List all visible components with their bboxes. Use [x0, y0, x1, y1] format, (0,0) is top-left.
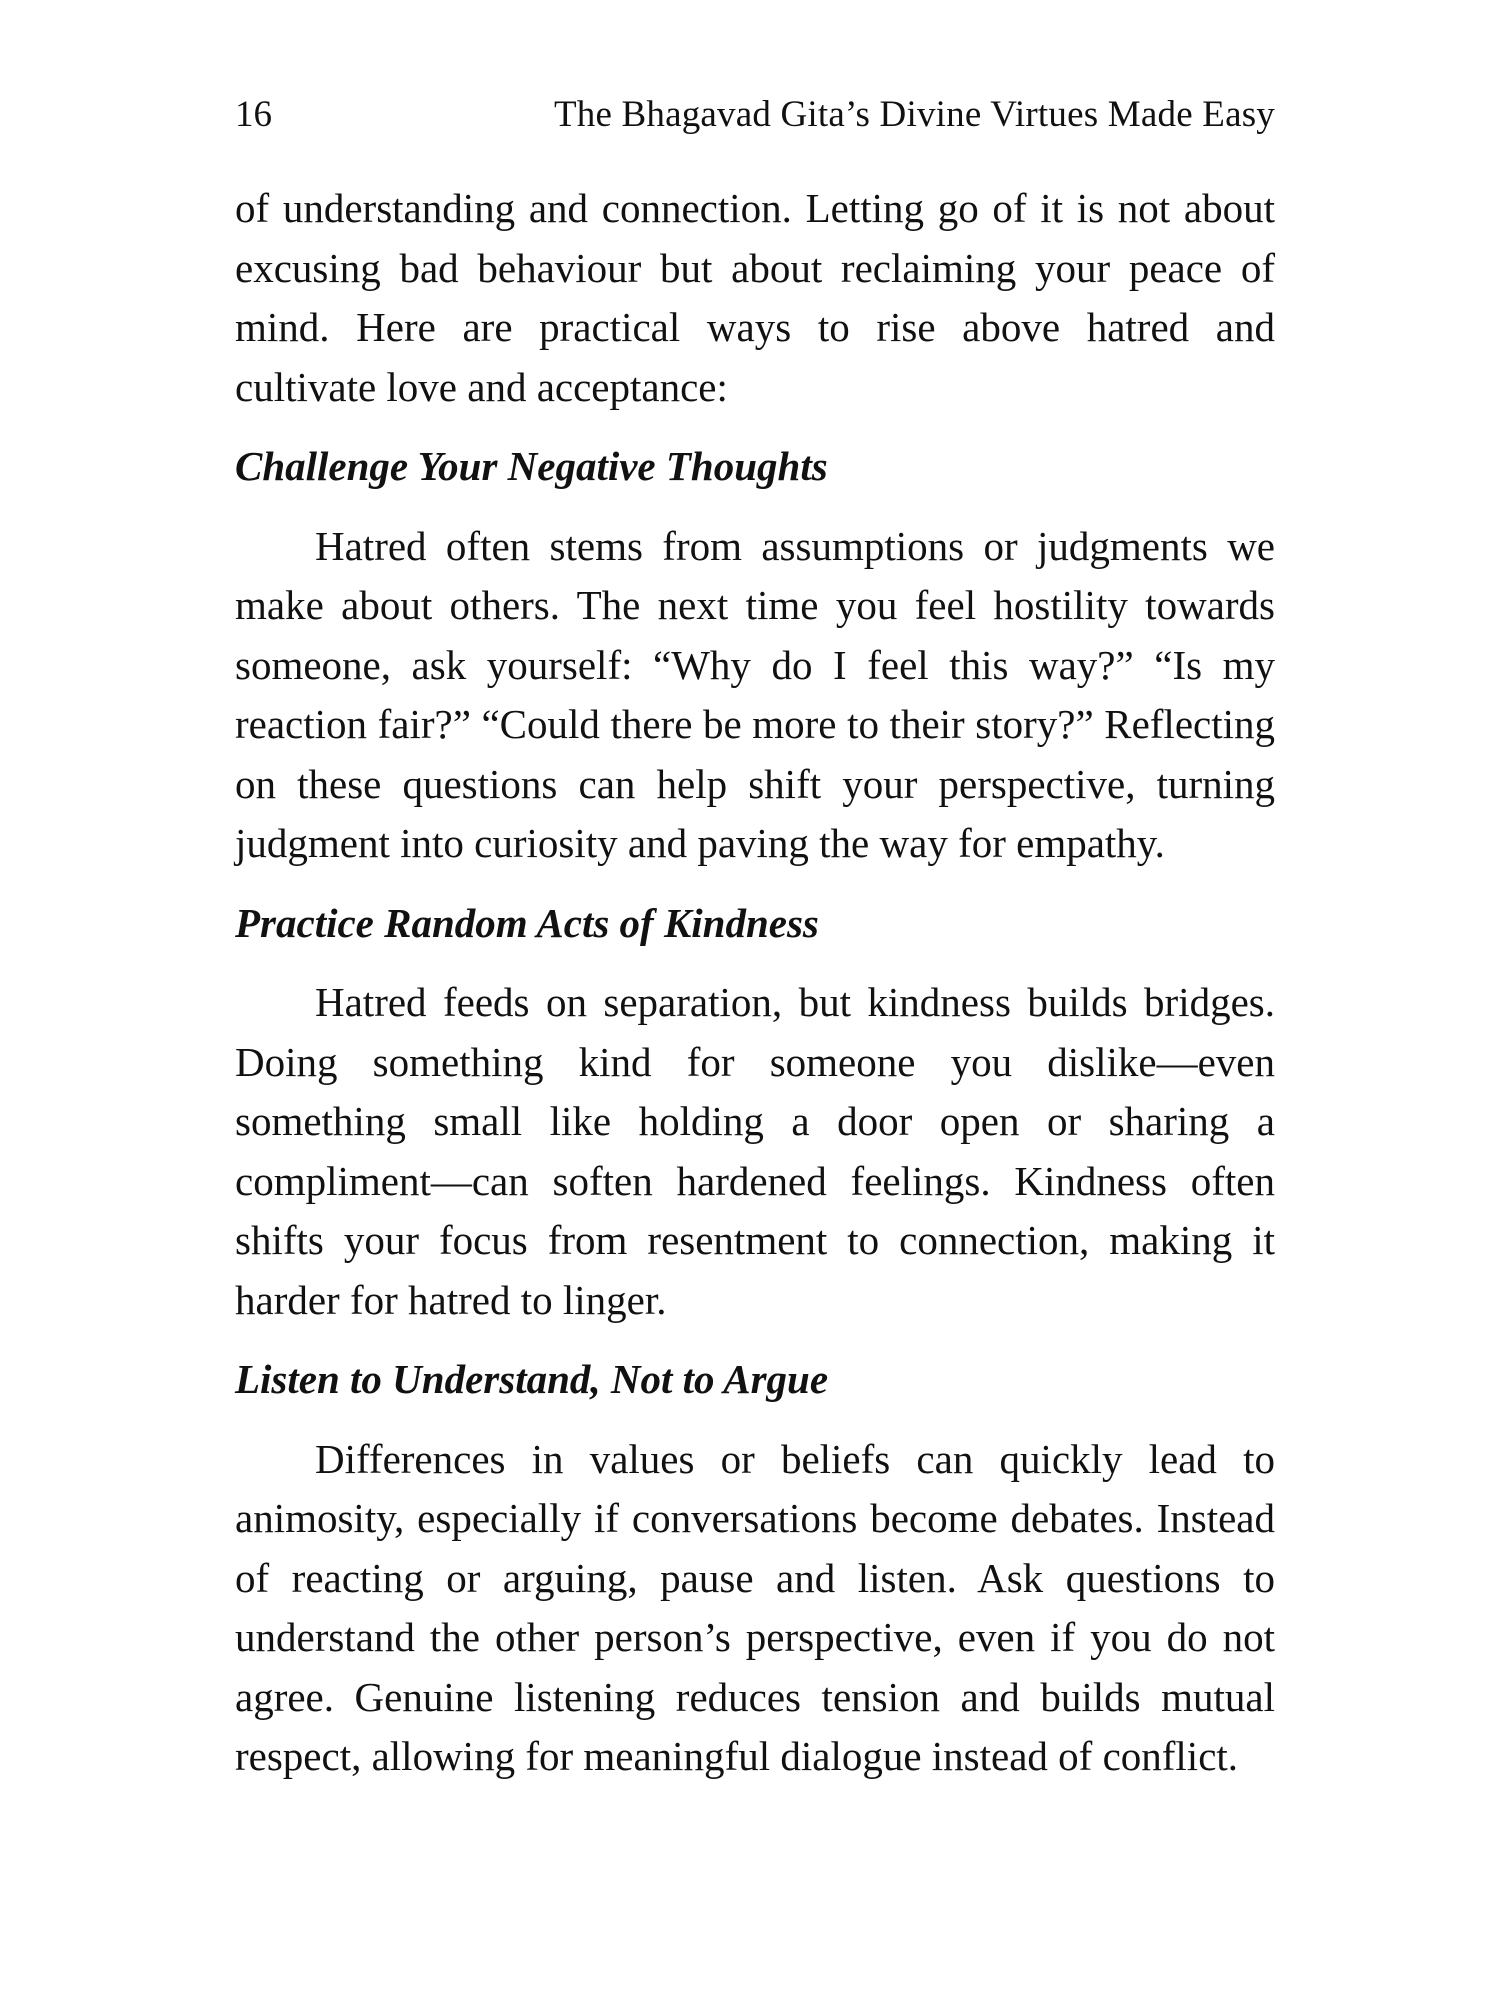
section-paragraph-challenge-negative-thoughts: Hatred often stems from assumptions or judgments we make about others. The next time you feel hostility towards someone, ask yourself: “Why do I feel this way?” “Is my reaction fair?” “Could there be more to their story?” Reflecting on these questions can help shift your perspective, turning judgment into curiosity and paving the way for empathy. [235, 522, 1275, 866]
intro-paragraph: of understanding and connection. Letting go of it is not about excusing bad behaviour but about reclaiming your peace of mind. Here are practical ways to rise above hatred and cultivate love and acceptance: [235, 185, 1275, 410]
running-head [235, 90, 1275, 140]
running-title: The Bhagavad Gita’s Divine Virtues Made Easy [553, 94, 1275, 135]
section-heading-random-acts-of-kindness: Practice Random Acts of Kindness [235, 899, 819, 946]
section-heading-listen-to-understand: Listen to Understand, Not to Argue [235, 1356, 829, 1402]
page-number: 16 [235, 94, 272, 135]
section-heading-challenge-negative-thoughts: Challenge Your Negative Thoughts [235, 443, 828, 489]
section-paragraph-random-acts-of-kindness: Hatred feeds on separation, but kindness builds bridges. Doing something kind for someone you dislike—even something small like holding a door open or sharing a compliment—can soften hardened feelings. Kindness often shifts your focus from resentment to connection, making it harder for hatred to linger. [235, 979, 1275, 1323]
section-paragraph-listen-to-understand: Differences in values or beliefs can quickly lead to animosity, especially if conversations become debates. Instead of reacting or arguing, pause and listen. Ask questions to understand the other person’s perspective, even if you do not agree. Genuine listening reduces tension and builds mutual respect, allowing for meaningful dialogue instead of conflict. [235, 1435, 1275, 1779]
body-text [235, 179, 1275, 1787]
